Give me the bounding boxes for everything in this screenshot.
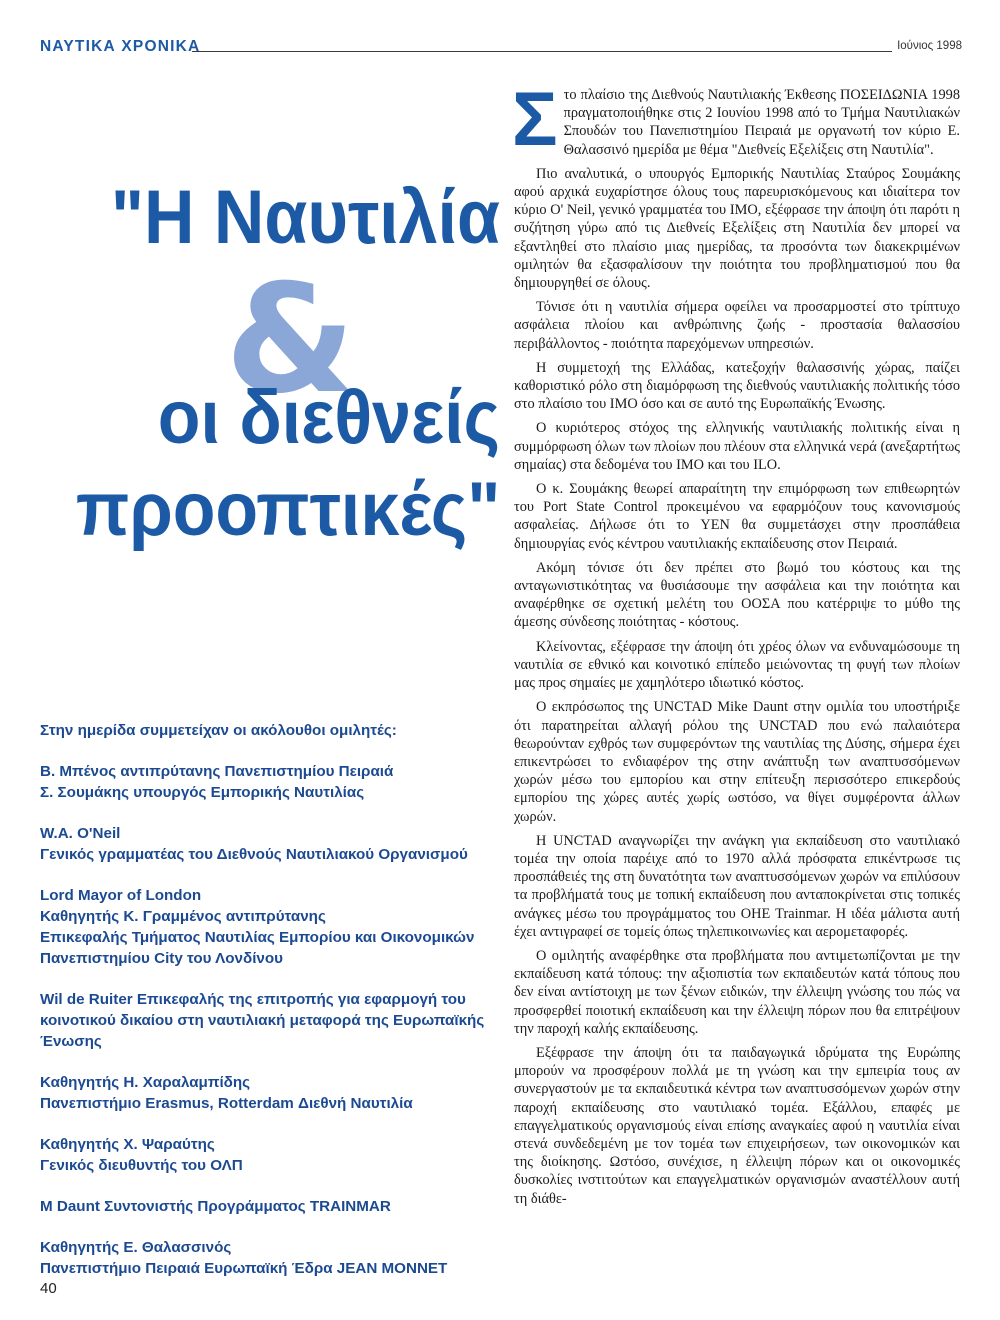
title-line-2: οι διεθνείς <box>157 375 500 460</box>
issue-date: Ιούνιος 1998 <box>897 40 962 52</box>
speaker-group <box>40 1072 500 1114</box>
article-paragraph: Τόνισε ότι η ναυτιλία σήμερα οφείλει να προσαρμοστεί στο τρίπτυχο ασφάλεια πλοίου και ανθρώπινης ζωής - προστασία θαλασσίου περιβάλλοντος - ποιότητα παρεχόμενων υπηρεσιών. <box>514 299 960 352</box>
article-body <box>512 77 960 1214</box>
speaker-line: Β. Μπένος αντιπρύτανης Πανεπιστημίου Πειραιά <box>40 763 394 780</box>
article-paragraph: Κλείνοντας, εξέφρασε την άποψη ότι χρέος όλων να ενδυναμώσουμε τη ναυτιλία σε εθνικό και κοινοτικό επίπεδο μειώνοντας τη φυγή των πλοίων μας προς σημαίες με χαμηλότερο ιδιωτικό κόστος. <box>514 638 960 692</box>
title-ampersand: & <box>225 253 356 427</box>
speaker-line: Γενικός γραμματέας του Διεθνούς Ναυτιλιακού Οργανισμού <box>40 846 468 863</box>
article-paragraph: Πιο αναλυτικά, ο υπουργός Εμπορικής Ναυτιλίας Σταύρος Σουμάκης αφού αρχικά ευχαρίστησε όλους τους παρευρισκόμενους και ιδιαίτερα τον κύριο Ο' Neil, γενικό γραμματέα του ΙΜΟ, εξέφρασε την άποψη ότι παρότι η συζήτηση γύρω από τις Διεθνείς Εξελίξεις στη Ναυτιλία δεν μπορεί να εξαντληθεί στο πλαίσιο μιας ημερίδας, τα προσόντα των διακεκριμένων ομιλητών θα εξασφαλίσουν την ποιότητα του προβληματισμού που θα δημιουργηθεί σε όλους. <box>514 165 960 292</box>
article-paragraph: Ο ομιλητής αναφέρθηκε στα προβλήματα που αντιμετωπίζονται με την εκπαίδευση κατά τόπους: την αξιοπιστία των εκπαιδευτών κατά τόπους που δεν είναι αντίστοιχη με των ξένων ειδικών, την έλλειψη γνώσης του πώς να προσφερθεί ποιοτική εκπαίδευση και την έλλειψη πόρων που θα επιτρέψουν την παροχή καλής εκπαίδευσης. <box>514 947 960 1037</box>
header-rule <box>192 51 892 52</box>
speaker-line: Καθηγητής Ε. Θαλασσινός <box>40 1239 232 1256</box>
speaker-group <box>40 823 500 865</box>
article-paragraph: Η συμμετοχή της Ελλάδας, κατεξοχήν θαλασσινής χώρας, παίζει καθοριστικό ρόλο στη διαμόρφωση της διεθνούς ναυτιλιακής πολιτικής τόσο στο πλαίσιο του ΙΜΟ όσο και σε αυτό της Ευρωπαϊκής Ένωσης. <box>514 359 960 413</box>
speaker-line: Καθηγητής Κ. Γραμμένος αντιπρύτανης <box>40 908 326 925</box>
speaker-group <box>40 885 500 969</box>
speaker-group <box>40 989 500 1052</box>
drop-cap: Σ <box>512 77 558 162</box>
speaker-line: Σ. Σουμάκης υπουργός Εμπορικής Ναυτιλίας <box>40 784 365 801</box>
article-paragraph: Ο κ. Σουμάκης θεωρεί απαραίτητη την επιμόρφωση των επιθεωρητών του Port State Control προκειμένου να εφαρμόζουν τους κανονισμούς ασφαλείας. Δήλωσε ότι το ΥΕΝ θα συμμετάσχει στην προσπάθεια δημιουργίας ενός κέντρου ναυτιλιακής εκπαίδευσης στον Πειραιά. <box>514 481 960 552</box>
speaker-line: Καθηγητής Χ. Ψαραύτης <box>40 1136 215 1153</box>
speaker-group <box>40 1134 500 1176</box>
article-paragraph: Ο εκπρόσωπος της UNCTAD Mike Daunt στην ομιλία του υποστήριξε ότι παρατηρείται αλλαγή ρόλου της UNCTAD που ενώ παλαιότερα θεωρούνταν εχθρός των συμφερόντων της ναυτιλίας της Δύσης, σήμερα έχει επικεντρώσει το ενδιαφέρον της στην ανάπτυξη των αναπτυσσόμενων χωρών μέσω του εμπορίου και στην επίτευξη περισσότερο επικερδούς εμπορίου της χώρες αυτές χωρίς ωστόσο, να θίγει συμφέροντα άλλων χωρών. <box>514 699 960 825</box>
speaker-line: Lord Mayor of London <box>40 887 202 904</box>
speaker-group <box>40 1237 500 1279</box>
article-paragraph: Ακόμη τόνισε ότι δεν πρέπει στο βωμό του κόστους και της ανταγωνιστικότητας να θυσιάσουμε την ασφάλεια και την ποιότητα και αναφέρθηκε σε σχετική μελέτη του ΟΟΣΑ που κατέρριψε το μύθο της άμεσης σύνδεσης ποιότητας - κόστους. <box>514 559 960 631</box>
article-paragraph: Εξέφρασε την άποψη ότι τα παιδαγωγικά ιδρύματα της Ευρώπης μπορούν να προσφέρουν πολλά με τη γνώση και την εμπειρία τους αν συνεργαστούν με τα εκπαιδευτικά κέντρα των αναπτυσσόμενων χωρών στην παροχή εκπαίδευσης στο ναυτιλιακό τομέα. Εξάλλου, επαφές με επαγγελματικούς οργανισμούς είναι επίσης αναγκαίες αφού η ναυτιλία είναι στενά συνδεδεμένη με τον τομέα των επιχειρήσεων, των οικονομικών και της διοίκησης. Ωστόσο, συνέχισε, η έλλειψη πόρων και οι οικονομικές δυσκολίες ινστιτούτων και επαγγελματικών οργανισμών αναστέλλουν αυτή τη διάθε- <box>514 1044 960 1207</box>
page-number: 40 <box>40 1280 57 1297</box>
speaker-line: M Daunt Συντονιστής Προγράμματος TRAINMAR <box>40 1198 391 1215</box>
speaker-line: Πανεπιστήμιο Erasmus, Rotterdam Διεθνή Ναυτιλία <box>40 1095 413 1112</box>
speakers-intro: Στην ημερίδα συμμετείχαν οι ακόλουθοι ομιλητές: <box>40 722 397 739</box>
article-paragraph: Ο κυριότερος στόχος της ελληνικής ναυτιλιακής πολιτικής είναι η συμμόρφωση όλων των πλοίων που πλέουν στα ελληνικά νερά (ανεξαρτήτως σημαίας) στα δεδομένα του ΙΜΟ και του ILO. <box>514 420 960 473</box>
article-title <box>30 175 500 560</box>
speaker-line: W.A. O'Neil <box>40 825 121 842</box>
article-paragraph: Η UNCTAD αναγνωρίζει την ανάγκη για εκπαίδευση στο ναυτιλιακό τομέα την οποία παρέιχε από το 1970 αλλά πρόσφατα επικέντρωσε τις προσπάθειές της στη δυνατότητα των αναπτυσσόμενων χωρών να επιλύσουν τα προβλήματά τους με τοπική εκπαίδευση που ανταποκρίνεται στις τοπικές ανάγκες μέσω του προγράμματος του ΟΗΕ Trainmar. Η ιδέα μάλιστα αυτή έχει αντιγραφεί σε τομείς όπως τηλεπικοινωνίες και αερομεταφορές. <box>514 832 960 940</box>
speaker-line: Γενικός διευθυντής του ΟΛΠ <box>40 1157 243 1174</box>
title-line-3: προοπτικές" <box>75 467 500 552</box>
magazine-name: ΝΑΥΤΙΚΑ ΧΡΟΝΙΚΑ <box>40 38 201 55</box>
speakers-list <box>40 720 500 1299</box>
title-line-1: "Η Ναυτιλία <box>110 175 500 260</box>
speaker-group <box>40 761 500 803</box>
page-header <box>40 34 962 64</box>
speaker-line: Wil de Ruiter Επικεφαλής της επιτροπής για εφαρμογή του κοινοτικού δικαίου στη ναυτιλιακή μεταφορά της Ευρωπαϊκής Ένωσης <box>40 991 485 1050</box>
speaker-line: Επικεφαλής Τμήματος Ναυτιλίας Εμπορίου και Οικονομικών <box>40 929 475 946</box>
speaker-line: Καθηγητής Η. Χαραλαμπίδης <box>40 1074 251 1091</box>
speaker-line: Πανεπιστημίου City του Λονδίνου <box>40 950 283 967</box>
article-paragraph: Στο πλαίσιο της Διεθνούς Ναυτιλιακής Έκθεσης ΠΟΣΕΙΔΩΝΙΑ 1998 πραγματοποιήθηκε στις 2 Ιουνίου 1998 από το Τμήμα Ναυτιλιακών Σπουδών του Πανεπιστημίου Πειραιά με οργανωτή τον κύριο Ε. Θαλασσινό ημερίδα με θέμα "Διεθνείς Εξελίξεις στη Ναυτιλία". <box>512 77 960 162</box>
speaker-line: Πανεπιστήμιο Πειραιά Ευρωπαϊκή Έδρα JEAN MONNET <box>40 1260 448 1277</box>
speaker-group <box>40 1196 500 1217</box>
